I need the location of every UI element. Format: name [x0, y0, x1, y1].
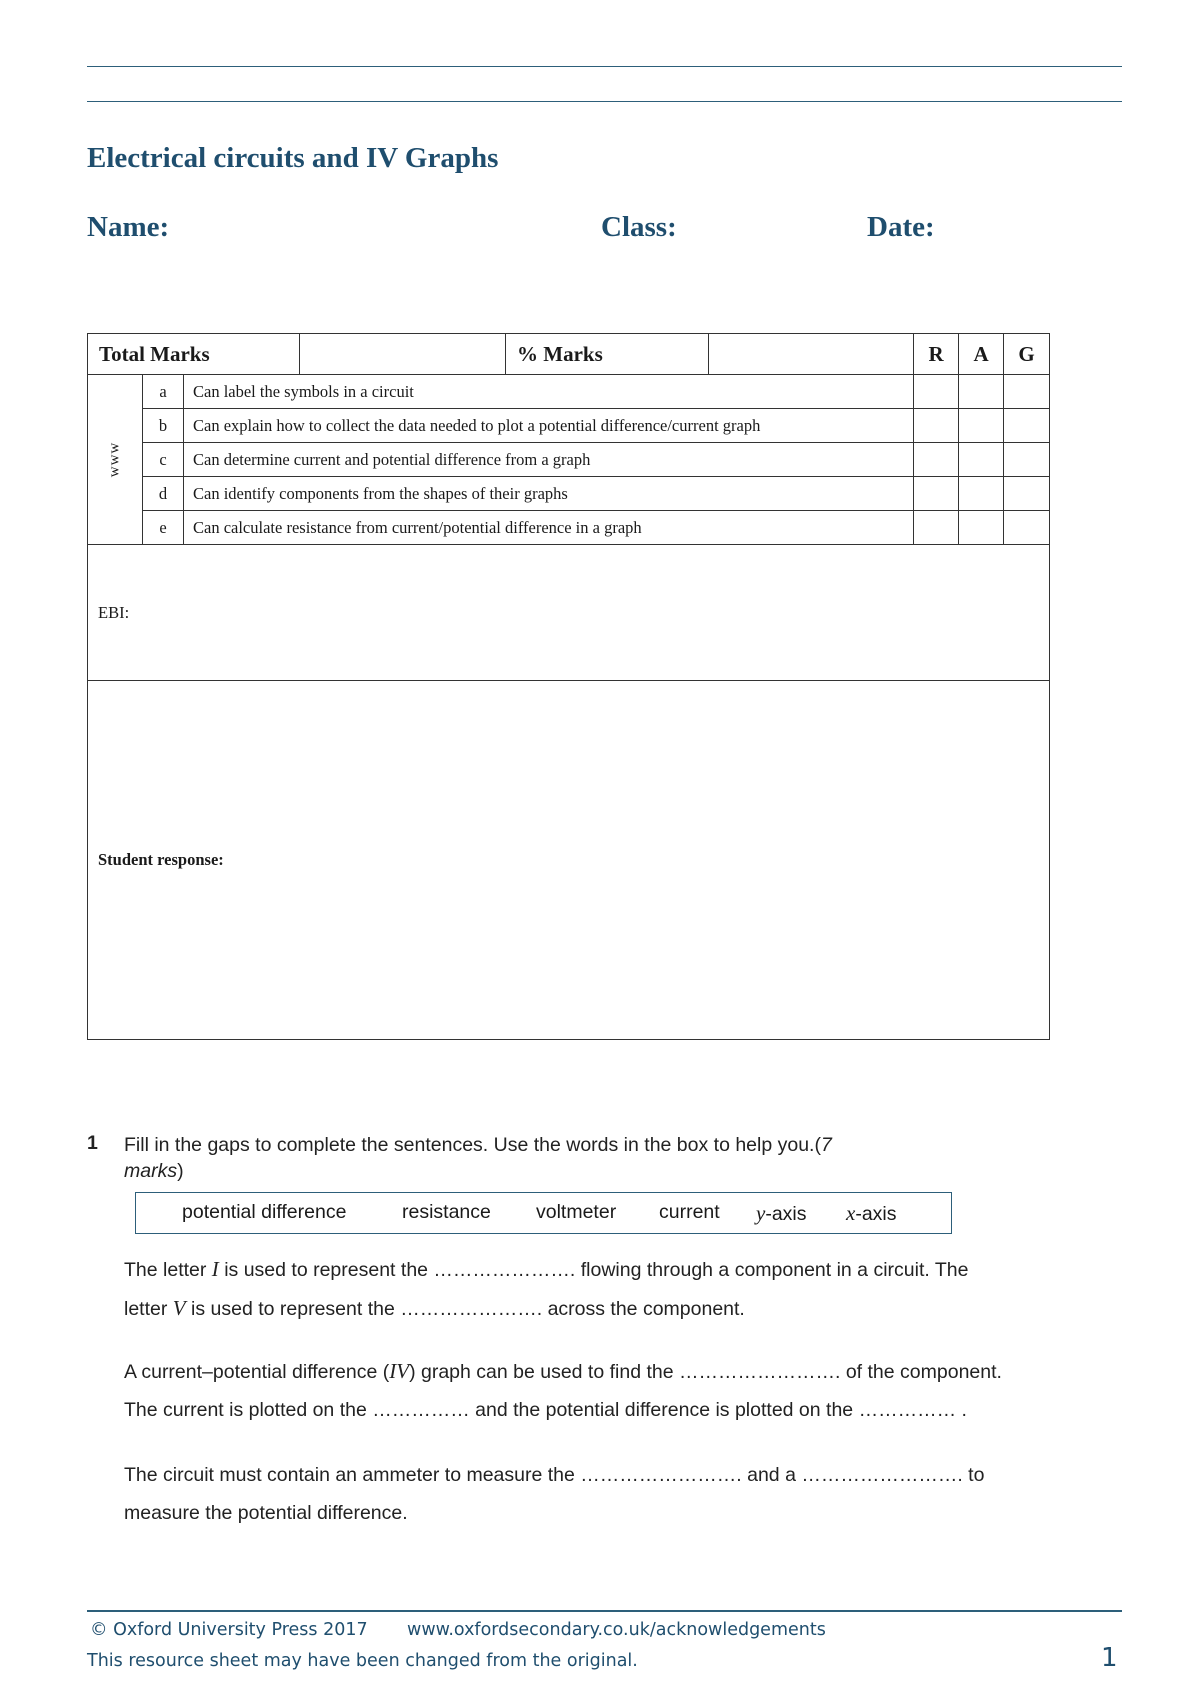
paragraph-1: [124, 1250, 1124, 1328]
date-label: Date:: [867, 211, 935, 243]
criterion-row: [88, 375, 1050, 409]
rag-r-cell[interactable]: [914, 375, 959, 409]
p1-text-c: letter: [124, 1298, 173, 1320]
footer-copyright: © Oxford University Press 2017: [90, 1620, 368, 1640]
word-y-axis: [756, 1201, 807, 1226]
class-label: Class:: [601, 211, 677, 243]
p2-text-a: A current–potential difference (: [124, 1361, 390, 1383]
y-axis-suffix: -axis: [765, 1203, 807, 1225]
p1-text-d: is used to represent the …………………. across the component.: [185, 1298, 745, 1320]
rag-a-cell[interactable]: [959, 511, 1004, 545]
word-box: [135, 1192, 952, 1234]
paragraph-2: [124, 1352, 1124, 1429]
criterion-text: Can identify components from the shapes of their graphs: [184, 477, 914, 511]
p1-symbol-i: I: [211, 1257, 219, 1281]
student-response-box[interactable]: [88, 681, 1050, 1040]
rag-r-cell[interactable]: [914, 511, 959, 545]
p3-text-a: The circuit must contain an ammeter to measure the ……………………. and a ……………………. to: [124, 1464, 985, 1486]
paragraph-3: [124, 1456, 1124, 1532]
rag-g-cell[interactable]: [1004, 477, 1050, 511]
p3-text-b: measure the potential difference.: [124, 1502, 408, 1524]
p2-text-c: The current is plotted on the …………… and the potential difference is plotted on the …………… .: [124, 1399, 967, 1421]
p2-text-b: ) graph can be used to find the ……………………. of the component.: [409, 1361, 1002, 1383]
ebi-label: EBI:: [98, 602, 130, 622]
criterion-letter: a: [143, 375, 184, 409]
rag-a-cell[interactable]: [959, 477, 1004, 511]
rag-r-cell[interactable]: [914, 443, 959, 477]
student-response-label: Student response:: [98, 850, 224, 869]
p1-symbol-v: V: [172, 1296, 186, 1320]
rag-g-header: G: [1004, 334, 1050, 375]
footer-url[interactable]: www.oxfordsecondary.co.uk/acknowledgements: [407, 1620, 826, 1640]
word-current: current: [659, 1201, 720, 1223]
top-rule-2: [87, 101, 1122, 102]
question-marks-word: marks: [124, 1160, 178, 1182]
name-label: Name:: [87, 211, 170, 243]
total-marks-label: Total Marks: [88, 334, 300, 375]
question-marks-number: 7: [820, 1134, 832, 1156]
criterion-letter: c: [143, 443, 184, 477]
y-variable: y: [756, 1201, 766, 1225]
percent-marks-value-cell[interactable]: [709, 334, 914, 375]
x-axis-suffix: -axis: [855, 1203, 897, 1225]
criterion-row: [88, 409, 1050, 443]
question-number: 1: [87, 1132, 98, 1154]
www-cell: [88, 375, 143, 545]
p1-text-a: The letter: [124, 1259, 212, 1281]
criterion-text: Can label the symbols in a circuit: [184, 375, 914, 409]
rag-r-cell[interactable]: [914, 409, 959, 443]
p2-symbol-iv: IV: [389, 1359, 410, 1383]
rag-r-cell[interactable]: [914, 477, 959, 511]
rag-g-cell[interactable]: [1004, 375, 1050, 409]
criterion-row: [88, 511, 1050, 545]
question-instruction: Fill in the gaps to complete the sentences. Use the words in the box to help you.(: [124, 1134, 821, 1156]
word-x-axis: [846, 1201, 897, 1226]
rag-g-cell[interactable]: [1004, 443, 1050, 477]
rag-g-cell[interactable]: [1004, 511, 1050, 545]
question-text: Fill in the gaps to complete the sentences. Use the words in the box to help you.(7 marks): [124, 1134, 832, 1182]
rag-a-cell[interactable]: [959, 443, 1004, 477]
criterion-text: Can calculate resistance from current/potential difference in a graph: [184, 511, 914, 545]
criterion-text: Can determine current and potential difference from a graph: [184, 443, 914, 477]
rag-a-cell[interactable]: [959, 375, 1004, 409]
rag-r-header: R: [914, 334, 959, 375]
criterion-letter: e: [143, 511, 184, 545]
www-label: www: [106, 441, 123, 478]
marks-table: [87, 333, 1050, 1040]
criterion-row: [88, 443, 1050, 477]
page-title: Electrical circuits and IV Graphs: [87, 142, 499, 174]
rag-a-header: A: [959, 334, 1004, 375]
footer-notice: This resource sheet may have been changed from the original.: [87, 1651, 638, 1671]
word-potential-difference: potential difference: [182, 1201, 347, 1223]
x-variable: x: [846, 1201, 856, 1225]
page-number: 1: [1101, 1643, 1118, 1673]
total-marks-value-cell[interactable]: [300, 334, 506, 375]
criterion-row: [88, 477, 1050, 511]
rag-g-cell[interactable]: [1004, 409, 1050, 443]
p1-text-b: is used to represent the …………………. flowing through a component in a circuit. The: [218, 1259, 969, 1281]
criterion-text: Can explain how to collect the data needed to plot a potential difference/current graph: [184, 409, 914, 443]
rag-a-cell[interactable]: [959, 409, 1004, 443]
ebi-box[interactable]: [88, 545, 1050, 681]
footer-rule: [87, 1610, 1122, 1612]
top-rule-1: [87, 66, 1122, 67]
criterion-letter: d: [143, 477, 184, 511]
word-voltmeter: voltmeter: [536, 1201, 617, 1223]
percent-marks-label: % Marks: [506, 334, 709, 375]
word-resistance: resistance: [402, 1201, 491, 1223]
criterion-letter: b: [143, 409, 184, 443]
